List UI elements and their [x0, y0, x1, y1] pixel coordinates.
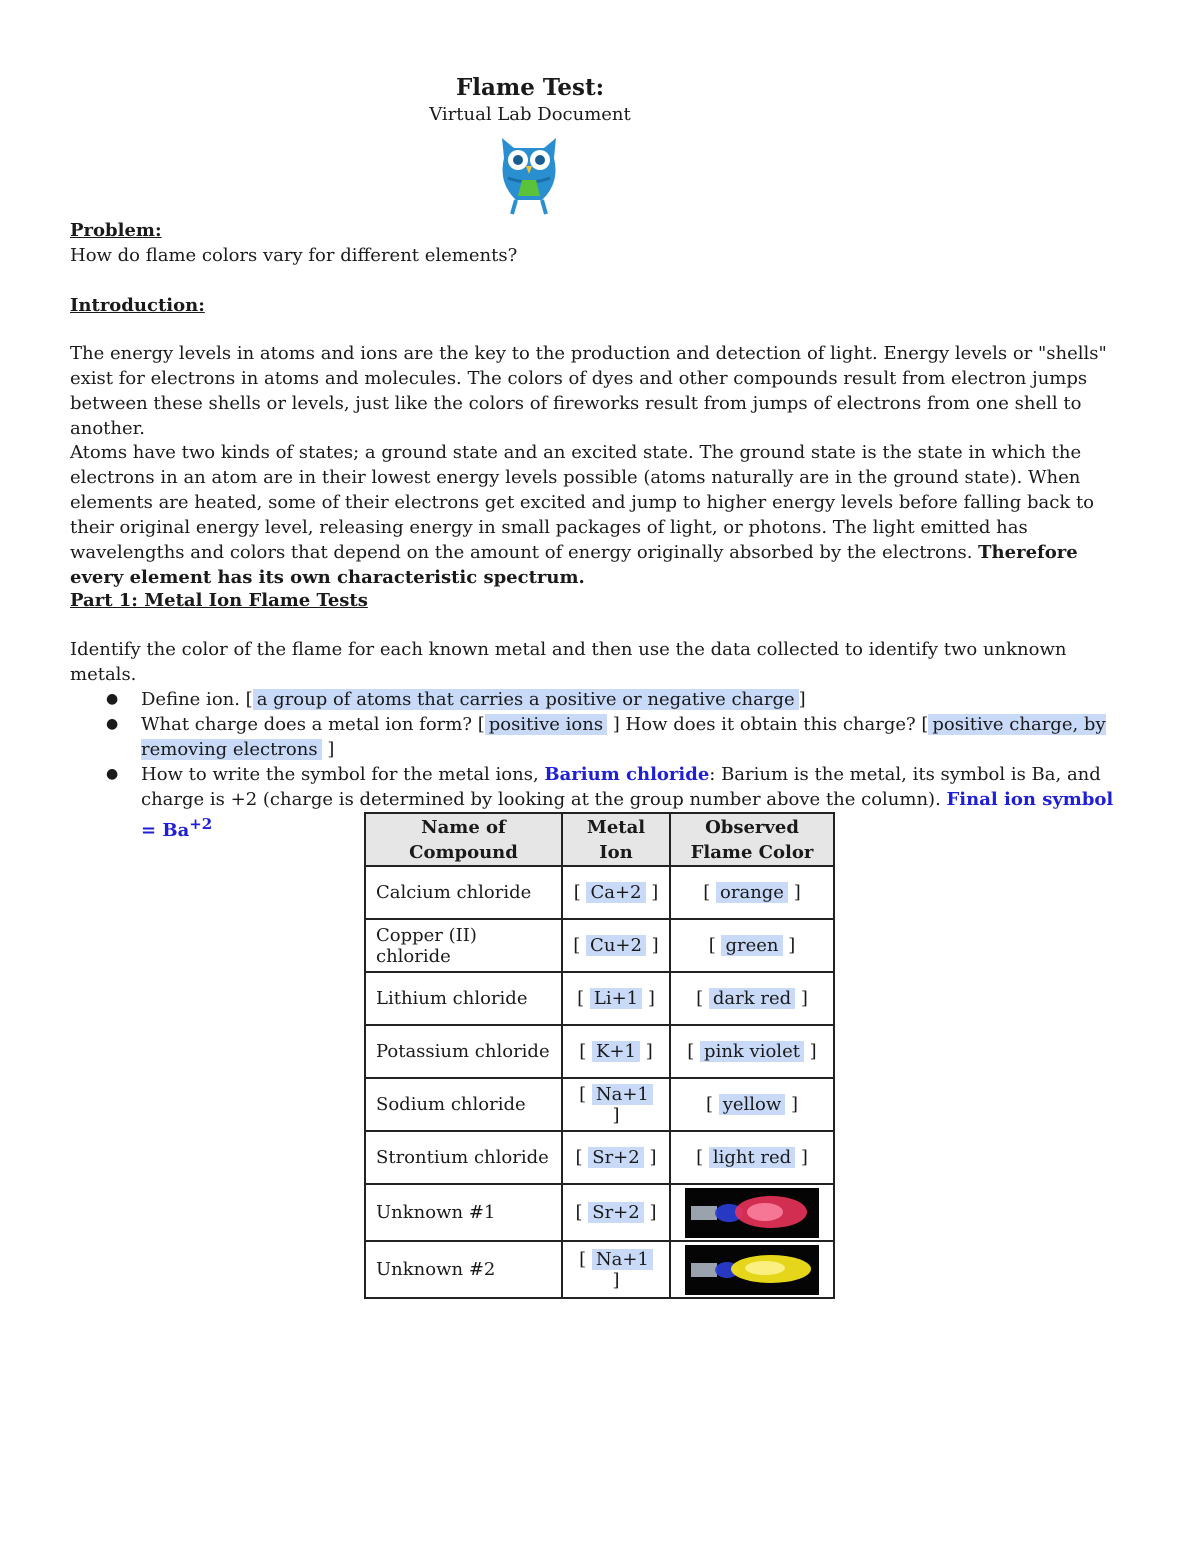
intro-paragraph-2-text: Atoms have two kinds of states; a ground state and an excited state. The ground state is the state in which the electrons in an atom are in their lowest energy levels possible (atoms naturally are in the ground state). When elements are heated, some of their electrons get excited and jump to higher energy levels before falling back to their original energy level, releasing energy in small packages of light, or photons. The light emitted has wavelengths and colors that depend on the amount of energy originally absorbed by the electrons.	[70, 442, 1095, 563]
flame-photo-1	[685, 1188, 819, 1238]
color-answer[interactable]: light red	[709, 1147, 795, 1168]
table-row: Unknown #2 [ Na+1 ]	[365, 1241, 834, 1298]
table-row: Sodium chloride [ Na+1 ] [ yellow ]	[365, 1078, 834, 1131]
question-1-close: ]	[798, 689, 806, 710]
table-row: Strontium chloride [ Sr+2 ] [ light red ]	[365, 1131, 834, 1184]
final-ion-symbol-text: Final ion symbol = Ba	[141, 789, 1114, 841]
barium-chloride-label: Barium chloride	[544, 764, 710, 785]
ion-answer[interactable]: Na+1	[592, 1084, 653, 1105]
part1-instructions: Identify the color of the flame for each known metal and then use the data collected to identify two unknown metals.	[70, 639, 1067, 685]
page-subtitle: Virtual Lab Document	[429, 104, 631, 125]
question-2-mid: ] How does it obtain this charge? [	[612, 714, 929, 735]
intro-paragraph-2-bold: Therefore every element has its own characteristic spectrum.	[70, 542, 1078, 588]
final-ion-symbol-charge: +2	[189, 815, 213, 833]
compound-name: Unknown #1	[365, 1184, 562, 1241]
intro-paragraph-1	[70, 341, 1130, 441]
compound-name: Lithium chloride	[365, 972, 562, 1025]
color-answer[interactable]: pink violet	[700, 1041, 804, 1062]
ion-answer[interactable]: Ca+2	[586, 882, 645, 903]
flame-test-table	[364, 812, 835, 1299]
flame-image-unknown-2	[685, 1245, 819, 1295]
table-row: Lithium chloride [ Li+1 ] [ dark red ]	[365, 972, 834, 1025]
color-answer[interactable]: green	[721, 935, 782, 956]
color-answer[interactable]: dark red	[709, 988, 795, 1009]
question-2-prompt: What charge does a metal ion form? [	[141, 714, 485, 735]
question-3-text: : Barium is the metal, its symbol is Ba, and charge is +2 (charge is determined by looking at the group number above the column).	[141, 764, 1101, 810]
question-1-prompt: Define ion. [	[141, 689, 253, 710]
question-2-close: ]	[327, 739, 335, 760]
problem-text: How do flame colors vary for different elements?	[70, 245, 518, 266]
color-answer[interactable]: orange	[716, 882, 788, 903]
problem-heading: Problem:	[70, 220, 162, 241]
owl-logo-icon	[494, 128, 564, 218]
page-title: Flame Test:	[455, 74, 605, 101]
table-row: Potassium chloride [ K+1 ] [ pink violet ]	[365, 1025, 834, 1078]
question-metal-charge	[70, 712, 1130, 762]
compound-name: Sodium chloride	[365, 1078, 562, 1131]
ion-answer[interactable]: Cu+2	[586, 935, 646, 956]
compound-name: Strontium chloride	[365, 1131, 562, 1184]
compound-name: Copper (II) chloride	[365, 919, 562, 972]
table-row: Unknown #1 [ Sr+2 ]	[365, 1184, 834, 1241]
color-answer[interactable]: yellow	[719, 1094, 786, 1115]
intro-paragraph-1-text: The energy levels in atoms and ions are the key to the production and detection of light. Energy levels or "shells" exist for electrons in atoms and molecules. The colors of dyes and other compounds result from electron jumps between these shells or levels, just like the colors of fireworks result from jumps of electrons from one shell to another.	[70, 343, 1107, 439]
ion-answer[interactable]: Sr+2	[588, 1147, 643, 1168]
flame-image-unknown-1	[685, 1188, 819, 1238]
part1-heading: Part 1: Metal Ion Flame Tests	[70, 590, 368, 611]
compound-name: Potassium chloride	[365, 1025, 562, 1078]
compound-name: Unknown #2	[365, 1241, 562, 1298]
header-flame-color: Observed Flame Color	[670, 813, 834, 866]
ion-answer[interactable]: K+1	[592, 1041, 640, 1062]
table-header-row	[365, 813, 834, 866]
ion-answer[interactable]: Li+1	[590, 988, 642, 1009]
ion-answer[interactable]: Sr+2	[588, 1202, 643, 1223]
part1-section	[70, 588, 1130, 613]
table-row: Calcium chloride [ Ca+2 ] [ orange ]	[365, 866, 834, 919]
header-compound: Name of Compound	[365, 813, 562, 866]
intro-paragraph-2	[70, 440, 1130, 590]
table-row: Copper (II) chloride [ Cu+2 ] [ green ]	[365, 919, 834, 972]
introduction-heading: Introduction:	[70, 295, 205, 316]
answer-field-charge[interactable]: positive ions	[485, 714, 607, 735]
ion-answer[interactable]: Na+1	[592, 1249, 653, 1270]
question-define-ion	[70, 687, 1130, 712]
flame-photo-2	[685, 1245, 819, 1295]
header-metal-ion: Metal Ion	[562, 813, 670, 866]
introduction-section	[70, 293, 1130, 318]
answer-field-obtain-charge[interactable]: positive charge, by removing electrons	[141, 714, 1106, 760]
compound-name: Calcium chloride	[365, 866, 562, 919]
question-3-prompt: How to write the symbol for the metal ions,	[141, 764, 539, 785]
problem-section	[70, 218, 1130, 268]
answer-field-define-ion[interactable]: a group of atoms that carries a positive or negative charge	[253, 689, 799, 710]
